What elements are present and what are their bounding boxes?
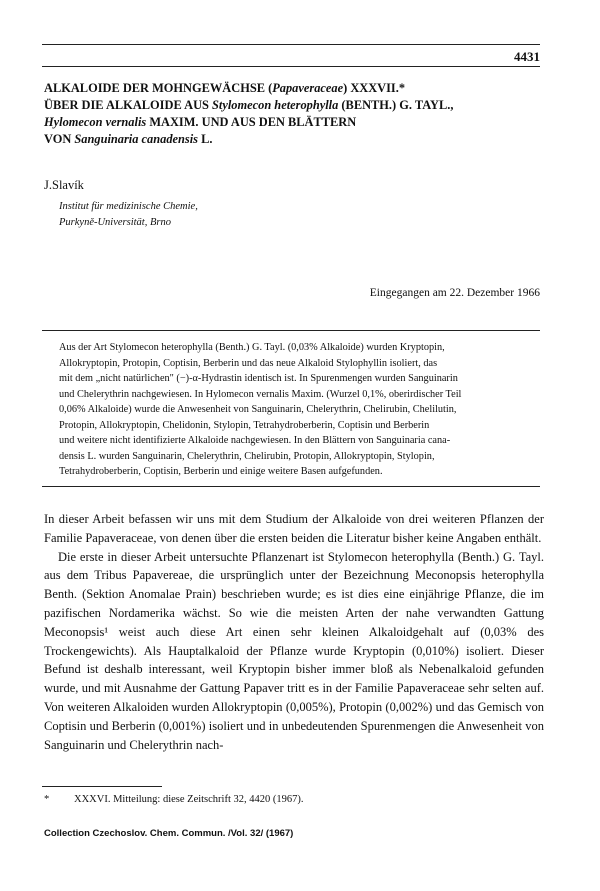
footnote-text: XXXVI. Mitteilung: diese Zeitschrift 32, 4420 (1967). — [74, 794, 304, 805]
title-line-2: ÜBER DIE ALKALOIDE AUS Stylomecon heterophylla (BENTH.) G. TAYL., — [44, 98, 454, 112]
footnote-marker: * — [44, 794, 50, 805]
title-line-3: Hylomecon vernalis MAXIM. UND AUS DEN BLÄTTERN — [44, 115, 357, 129]
abstract-line: mit dem „nicht natürlichen" (−)-α-Hydrastin identisch ist. In Spurenmengen wurden Sanguinarin — [59, 373, 458, 384]
received-date: Eingegangen am 22. Dezember 1966 — [369, 287, 540, 299]
body-text — [44, 510, 544, 754]
abstract-line: und Chelerythrin nachgewiesen. In Hylomecon vernalis Maxim. (Wurzel 0,1%, oberirdischer Teil — [59, 388, 462, 400]
institution-line-1: Institut für medizinische Chemie, — [59, 201, 198, 212]
abstract-line: 0,06% Alkaloide) wurde die Anwesenheit von Sanguinarin, Chelerythrin, Chelirubin, Chelilutin, — [59, 404, 457, 415]
top-rule — [42, 44, 540, 45]
abstract-line: Tetrahydroberberin, Coptisin, Berberin und einige weitere Basen aufgefunden. — [59, 466, 383, 477]
page-number: 4431 — [514, 49, 540, 64]
article-title — [44, 80, 544, 148]
header-rule — [42, 66, 540, 67]
title-line-4: VON Sanguinaria canadensis L. — [44, 132, 213, 146]
paragraph-2: Die erste in dieser Arbeit untersuchte Pflanzenart ist Stylomecon heterophylla (Benth.) G. Tayl. aus dem Tribus Papavereae, die ursprünglich unter der Bezeichnung Meconopsis heterophylla Benth. (Sektion Anomalae Prain) beschrieben wurde; es ist dies eine einjährige Pflanze, die im pazifischen Nordamerika wächst. So wie die meisten Arten der nahe verwandten Gattung Meconopsis¹ weist auch diese Art einen sehr kleinen Alkaloidgehalt auf (0,03% des Trockengewichts). Als Hauptalkaloid der Pflanze wurde Kryptopin (0,010%) isoliert. Dieser Befund ist deshalb interessant, weil Kryptopin bisher immer bloß als Nebenalkaloid gefunden wurde, und mit Ausnahme der Gattung Papaver tritt es in der Familie Papaveraceae sehr selten auf. Von weiteren Alkaloiden wurden Allokryptopin (0,005%), Protopin (0,002%) und das Gemisch von Coptisin und Berberin (0,001%) isoliert und in unbedeutenden Spurenmengen die Anwesenheit von Sanguinarin und Chelerythrin nach- — [44, 549, 544, 752]
abstract-line: Aus der Art Stylomecon heterophylla (Benth.) G. Tayl. (0,03% Alkaloide) wurden Kryptopin, — [59, 342, 445, 353]
abstract-line: und weitere nicht identifizierte Alkaloide nachgewiesen. In den Blättern von Sanguinaria cana- — [59, 435, 451, 446]
abstract-bottom-rule — [42, 486, 540, 487]
footnote-rule — [42, 786, 162, 787]
abstract-top-rule — [42, 330, 540, 331]
journal-citation: Collection Czechoslov. Chem. Commun. /Vol. 32/ (1967) — [44, 828, 294, 839]
institution-line-2: Purkyně-Universität, Brno — [59, 217, 171, 228]
abstract-line: densis L. wurden Sanguinarin, Chelerythrin, Chelirubin, Protopin, Allokryptopin, Stylopin, — [59, 450, 435, 462]
author: J.Slavík — [44, 178, 84, 192]
abstract-line: Allokryptopin, Protopin, Coptisin, Berberin und das neue Alkaloid Stylophyllin isoliert, das — [59, 357, 438, 369]
title-line-1: ALKALOIDE DER MOHNGEWÄCHSE (Papaveraceae) XXXVII.* — [44, 81, 406, 95]
abstract-line: Protopin, Allokryptopin, Chelidonin, Stylopin, Tetrahydroberberin, Coptisin und Berberin — [59, 419, 430, 431]
footnote — [44, 794, 304, 805]
abstract — [59, 340, 543, 480]
institution — [59, 199, 198, 231]
paragraph-1: In dieser Arbeit befassen wir uns mit dem Studium der Alkaloide von drei weiteren Pflanzen der Familie Papaveraceae, von denen über die ersten beiden die Literatur bisher keine Angaben enthält. — [44, 512, 544, 545]
